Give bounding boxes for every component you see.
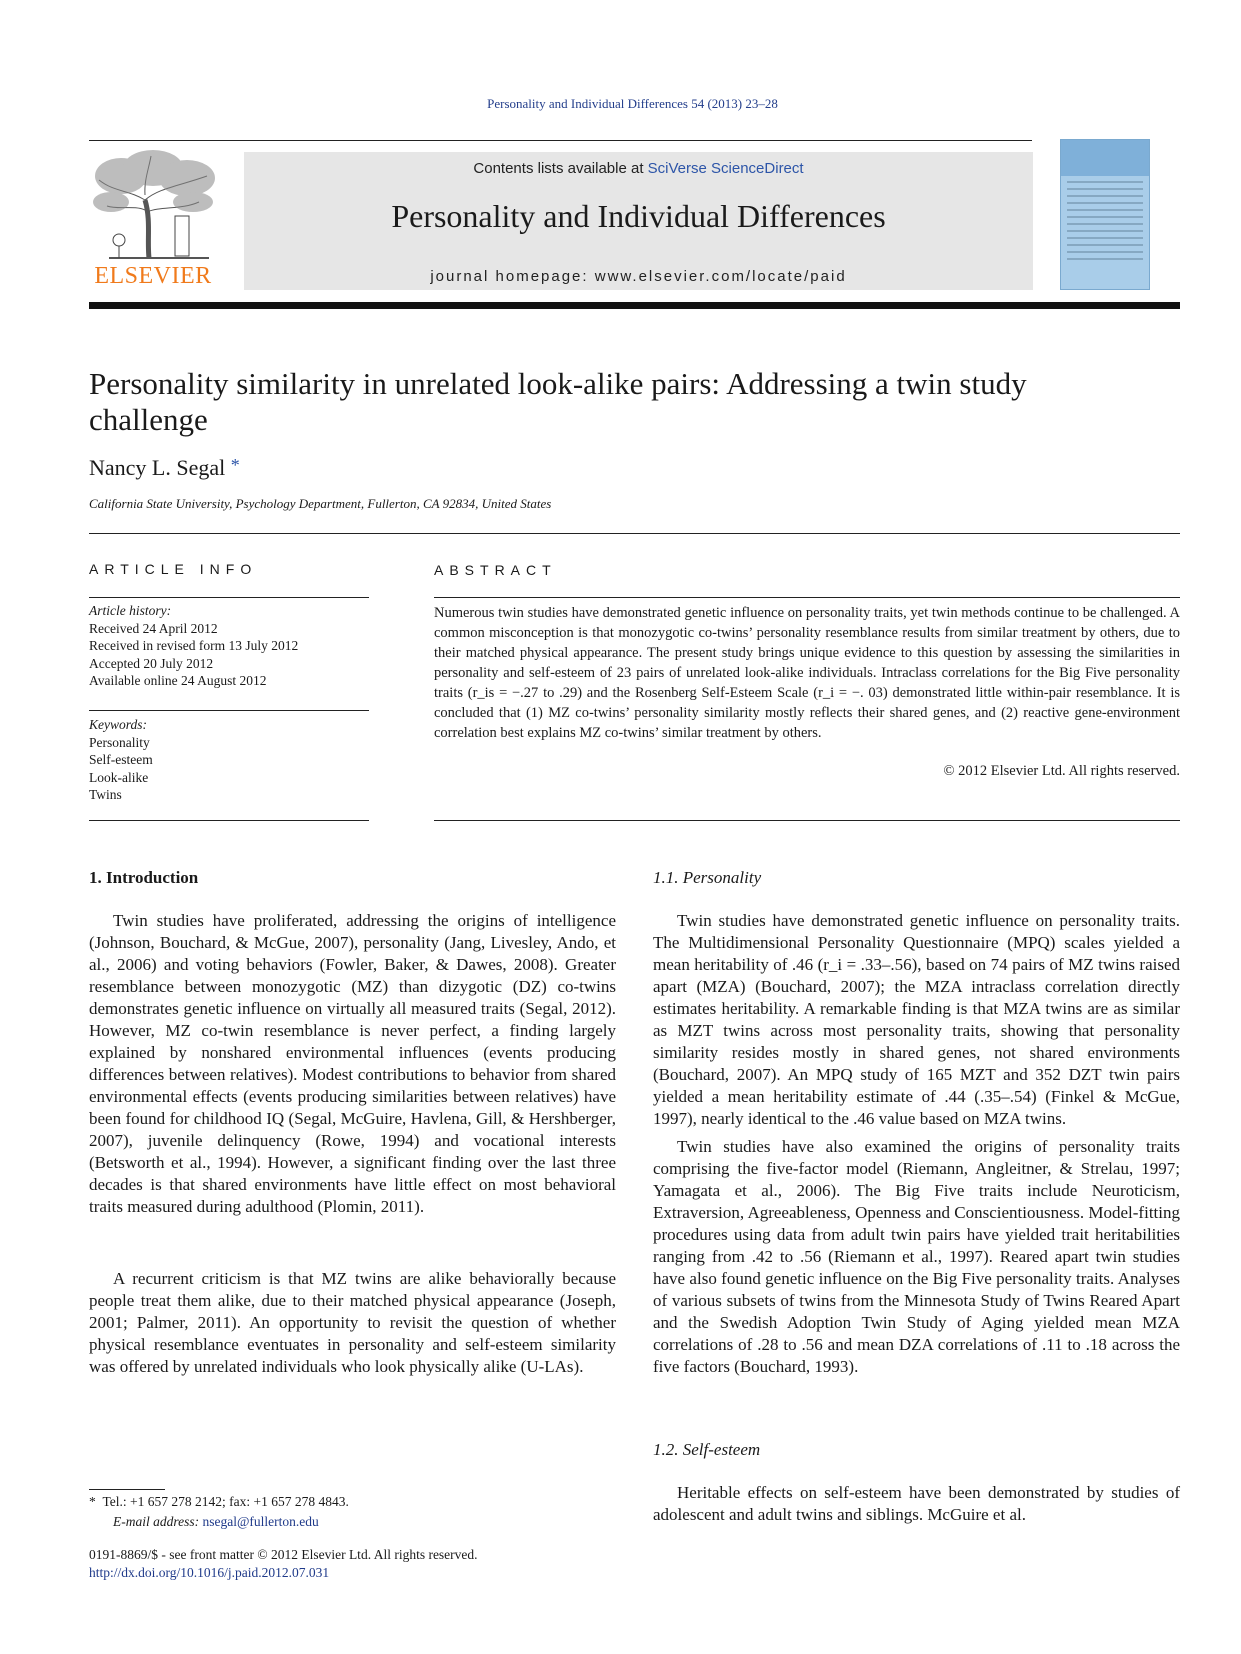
- self-esteem-heading: 1.2. Self-esteem: [653, 1440, 761, 1459]
- journal-title: Personality and Individual Differences: [391, 198, 886, 234]
- keywords-rule: [89, 710, 369, 711]
- cover-line: [1067, 244, 1143, 246]
- header-rule: [89, 140, 1032, 141]
- article-title: Personality similarity in unrelated look-alike pairs: Addressing a twin study challenge: [89, 366, 1027, 437]
- journal-homepage[interactable]: journal homepage: www.elsevier.com/locate/paid: [430, 268, 847, 285]
- history-received: Received 24 April 2012: [89, 620, 218, 636]
- article-info-bottom-rule: [89, 820, 369, 821]
- header-thick-rule: [89, 302, 1180, 309]
- abstract-bottom-rule: [434, 820, 1180, 821]
- cover-line: [1067, 188, 1143, 190]
- intro-heading: 1. Introduction: [89, 868, 199, 887]
- article-info-rule: [89, 597, 369, 598]
- abstract-rule: [434, 597, 1180, 598]
- intro-paragraph-1: Twin studies have proliferated, addressing the origins of intelligence (Johnson, Bouchard, & McGue, 2007), personality (Jang, Livesley, Ando, et al., 2006) and voting behaviors (Fowler, Baker, & Dawes, 2008). Greater resemblance between monozygotic (MZ) than dizygotic (DZ) co-twins demonstrates genetic influence on virtually all measured traits (Segal, 2012). However, MZ co-twin resemblance is never perfect, a finding largely explained by nonshared environmental influences (events producing differences between relatives). Modest contributions to behavior from shared environmental effects (events producing similarities between relatives) have been found for childhood IQ (Segal, McGuire, Havlena, Gill, & Hershberger, 2007), juvenile delinquency (Rowe, 1994) and vocational interests (Betsworth et al., 1994). However, a significant finding over the last three decades is that shared environments have little effect on most behavioral traits measured during adulthood (Plomin, 2011).: [89, 911, 616, 1216]
- personality-paragraph-2: Twin studies have also examined the origins of personality traits comprising the five-factor model (Riemann, Angleitner, & Strelau, 1997; Yamagata et al., 2006). The Big Five traits include Neuroticism, Extraversion, Agreeableness, Openness and Conscientiousness. Model-fitting procedures using data from adult twin pairs have yielded trait heritabilities ranging from .42 to .56 (Riemann et al., 1997). Reared apart twin studies have also found genetic influence on the Big Five personality traits. Analyses of various subsets of twins from the Minnesota Study of Twins Reared Apart and the Swedish Adoption Twin Study of Aging yielded mean MZA correlations of .28 to .56 and mean DZA correlations of .11 to .18 across the five factors (Bouchard, 1993).: [653, 1137, 1180, 1376]
- cover-line: [1067, 258, 1143, 260]
- elsevier-logo: [89, 150, 217, 290]
- history-revised: Received in revised form 13 July 2012: [89, 638, 299, 653]
- journal-citation[interactable]: Personality and Individual Differences 54 (2013) 23–28: [487, 96, 778, 111]
- journal-cover-thumbnail: [1060, 139, 1150, 290]
- affiliation: California State University, Psychology Department, Fullerton, CA 92834, United States: [89, 496, 552, 511]
- footnote-rule: [89, 1489, 165, 1490]
- sciencedirect-link[interactable]: SciVerse ScienceDirect: [647, 160, 804, 177]
- history-accepted: Accepted 20 July 2012: [89, 655, 214, 671]
- keywords: [89, 716, 369, 804]
- email-link[interactable]: nsegal@fullerton.edu: [202, 1514, 319, 1529]
- cover-line: [1067, 195, 1143, 197]
- email-label: E-mail address:: [113, 1514, 203, 1529]
- author-footnote-mark[interactable]: *: [230, 455, 240, 475]
- author-name: Nancy L. Segal: [89, 455, 226, 480]
- footnote-contact: Tel.: +1 657 278 2142; fax: +1 657 278 4843.: [102, 1494, 349, 1509]
- footnote: [89, 1492, 349, 1532]
- front-matter: [89, 1546, 478, 1582]
- cover-line: [1067, 181, 1143, 183]
- cover-line: [1067, 209, 1143, 211]
- footnote-mark: *: [89, 1494, 96, 1509]
- author-line: [89, 455, 240, 481]
- contents-prefix: Contents lists available at: [473, 160, 648, 177]
- issn-line: 0191-8869/$ - see front matter © 2012 Elsevier Ltd. All rights reserved.: [89, 1547, 478, 1562]
- keyword: Personality: [89, 734, 150, 750]
- article-history: [89, 602, 369, 690]
- cover-line: [1067, 202, 1143, 204]
- journal-banner: [244, 152, 1033, 290]
- personality-heading: 1.1. Personality: [653, 868, 762, 887]
- abstract-text: Numerous twin studies have demonstrated genetic influence on personality traits, yet twin methods continue to be challenged. A common misconception is that monozygotic co-twins’ personality resemblance results from similar treatment by others, due to their matched physical appearance. The present study brings unique evidence to this question by assessing the similarities in personality and self-esteem of 23 pairs of unrelated look-alike individuals. Intraclass correlations for the Big Five personality traits (r_is = −.27 to .29) and the Rosenberg Self-Esteem Scale (r_i = −. 03) demonstrated little within-pair resemblance. It is concluded that (1) MZ co-twins’ personality similarity mostly reflects their shared genes, and (2) reactive gene-environment correlation best explains MZ co-twins’ similar treatment by others.: [434, 605, 1180, 741]
- cover-line: [1067, 237, 1143, 239]
- cover-line: [1067, 230, 1143, 232]
- tree-icon: [89, 150, 217, 262]
- cover-line: [1067, 223, 1143, 225]
- footnote-email-line: [89, 1512, 349, 1532]
- info-top-rule: [89, 533, 1180, 534]
- contents-line: [244, 160, 1033, 177]
- self-esteem-paragraph-1: Heritable effects on self-esteem have been demonstrated by studies of adolescent and adult twins and siblings. McGuire et al.: [653, 1483, 1180, 1524]
- history-online: Available online 24 August 2012: [89, 673, 267, 688]
- footnote-contact-line: [89, 1492, 349, 1512]
- personality-paragraph-1: Twin studies have demonstrated genetic influence on personality traits. The Multidimensional Personality Questionnaire (MPQ) scales yielded a mean heritability of .46 (r_i = .33–.56), based on 74 pairs of MZ twins raised apart (MZA) (Bouchard, 2007); the MZA intraclass correlation directly estimates heritability. A remarkable finding is that MZA twins are as similar as MZT twins across most personality traits, showing that personality similarity resides mostly in shared genes, not shared environments (Bouchard, 2007). An MPQ study of 165 MZT and 352 DZT twin pairs yielded a mean heritability estimate of .44 (.35–.54) (Finkel & McGue, 1997), nearly identical to the .46 value based on MZA twins.: [653, 911, 1180, 1128]
- doi-link[interactable]: http://dx.doi.org/10.1016/j.paid.2012.07.031: [89, 1565, 330, 1580]
- abstract-copyright: © 2012 Elsevier Ltd. All rights reserved.: [943, 763, 1180, 779]
- keywords-label: Keywords:: [89, 717, 147, 732]
- keyword: Look-alike: [89, 769, 149, 785]
- publisher-wordmark: ELSEVIER: [94, 263, 212, 289]
- keyword: Self-esteem: [89, 752, 153, 767]
- article-info-heading: ARTICLE INFO: [89, 561, 258, 577]
- cover-header: [1061, 140, 1149, 176]
- intro-paragraph-2: A recurrent criticism is that MZ twins are alike behaviorally because people treat them alike, due to their matched physical appearance (Joseph, 2001; Palmer, 2011). An opportunity to revisit the question of whether physical resemblance eventuates in personality and self-esteem similarity was offered by unrelated individuals who look physically alike (U-LAs).: [89, 1269, 616, 1376]
- cover-line: [1067, 216, 1143, 218]
- cover-line: [1067, 251, 1143, 253]
- keyword: Twins: [89, 787, 122, 802]
- history-label: Article history:: [89, 603, 172, 618]
- abstract-heading: ABSTRACT: [434, 562, 557, 578]
